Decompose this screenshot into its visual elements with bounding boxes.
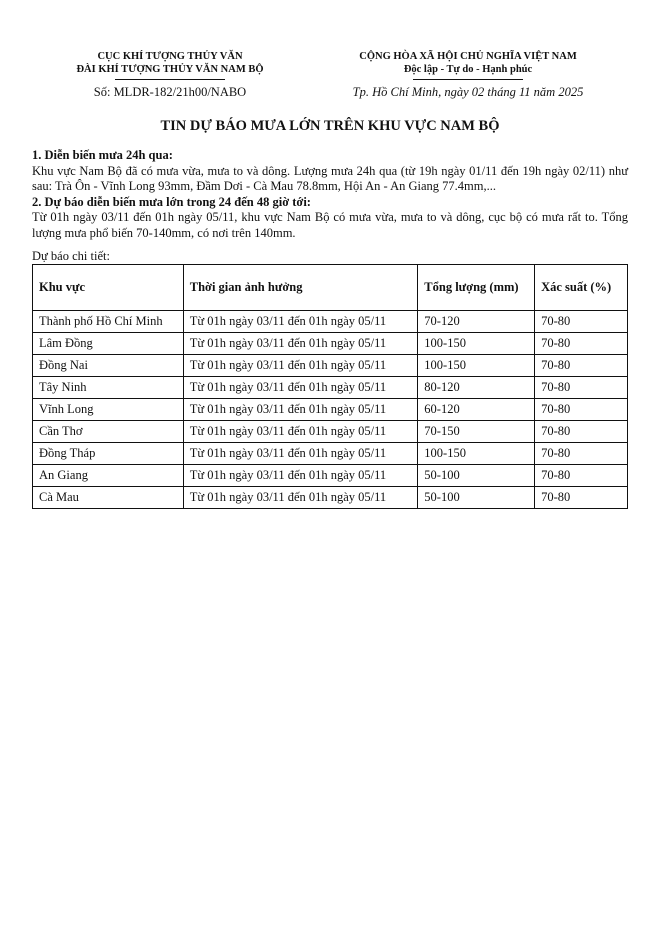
probability-cell: 70-80 bbox=[535, 465, 628, 487]
period-cell: Từ 01h ngày 03/11 đến 01h ngày 05/11 bbox=[183, 311, 418, 333]
motto-underline bbox=[413, 79, 523, 80]
national-header bbox=[318, 50, 618, 80]
document-body bbox=[32, 148, 628, 265]
period-cell: Từ 01h ngày 03/11 đến 01h ngày 05/11 bbox=[183, 399, 418, 421]
rainfall-cell: 60-120 bbox=[418, 399, 535, 421]
document-number: Số: MLDR-182/21h00/NABO bbox=[93, 85, 247, 99]
probability-cell: 70-80 bbox=[535, 421, 628, 443]
national-motto: Độc lập - Tự do - Hạnh phúc bbox=[403, 64, 533, 75]
rainfall-cell: 80-120 bbox=[418, 377, 535, 399]
agency-underline bbox=[115, 79, 225, 80]
rainfall-cell: 100-150 bbox=[418, 333, 535, 355]
region-cell: Cà Mau bbox=[33, 487, 184, 509]
region-cell: Đồng Tháp bbox=[33, 443, 184, 465]
section2-text: Từ 01h ngày 03/11 đến 01h ngày 05/11, khu vực Nam Bộ có mưa vừa, mưa to và dông, cục bộ có mưa rất to. Tổng lượng mưa phổ biến 70-140mm, có nơi trên 140mm. bbox=[32, 210, 628, 240]
region-cell: Đồng Nai bbox=[33, 355, 184, 377]
probability-cell: 70-80 bbox=[535, 355, 628, 377]
table-row bbox=[33, 465, 628, 487]
agency-name-line1: CỤC KHÍ TƯỢNG THỦY VĂN bbox=[97, 51, 243, 62]
probability-cell: 70-80 bbox=[535, 377, 628, 399]
rainfall-cell: 100-150 bbox=[418, 443, 535, 465]
probability-cell: 70-80 bbox=[535, 333, 628, 355]
period-cell: Từ 01h ngày 03/11 đến 01h ngày 05/11 bbox=[183, 443, 418, 465]
probability-cell: 70-80 bbox=[535, 311, 628, 333]
detail-label: Dự báo chi tiết: bbox=[32, 249, 110, 263]
section1-heading: 1. Diễn biến mưa 24h qua: bbox=[32, 148, 173, 162]
period-cell: Từ 01h ngày 03/11 đến 01h ngày 05/11 bbox=[183, 421, 418, 443]
place-and-date: Tp. Hồ Chí Minh, ngày 02 tháng 11 năm 2025 bbox=[352, 85, 584, 99]
table-row bbox=[33, 421, 628, 443]
column-header-period: Thời gian ảnh hưởng bbox=[183, 265, 418, 311]
section1-text: Khu vực Nam Bộ đã có mưa vừa, mưa to và dông. Lượng mưa 24h qua (từ 19h ngày 01/11 đến 19h ngày 02/11) như sau: Trà Ôn - Vĩnh Long 93mm, Đầm Dơi - Cà Mau 78.8mm, Hội An - An Giang 77.4mm,... bbox=[32, 163, 628, 193]
column-header-probability: Xác suất (%) bbox=[535, 265, 628, 311]
region-cell: Tây Ninh bbox=[33, 377, 184, 399]
agency-header bbox=[40, 50, 300, 80]
rainfall-cell: 70-120 bbox=[418, 311, 535, 333]
period-cell: Từ 01h ngày 03/11 đến 01h ngày 05/11 bbox=[183, 355, 418, 377]
period-cell: Từ 01h ngày 03/11 đến 01h ngày 05/11 bbox=[183, 377, 418, 399]
rainfall-cell: 50-100 bbox=[418, 465, 535, 487]
table-row bbox=[33, 355, 628, 377]
region-cell: Vĩnh Long bbox=[33, 399, 184, 421]
table-row bbox=[33, 487, 628, 509]
forecast-table bbox=[32, 264, 628, 509]
table-row bbox=[33, 377, 628, 399]
table-row bbox=[33, 443, 628, 465]
region-cell: Lâm Đồng bbox=[33, 333, 184, 355]
table-row bbox=[33, 333, 628, 355]
document-title: TIN DỰ BÁO MƯA LỚN TRÊN KHU VỰC NAM BỘ bbox=[160, 118, 500, 134]
period-cell: Từ 01h ngày 03/11 đến 01h ngày 05/11 bbox=[183, 487, 418, 509]
table-row bbox=[33, 399, 628, 421]
probability-cell: 70-80 bbox=[535, 399, 628, 421]
period-cell: Từ 01h ngày 03/11 đến 01h ngày 05/11 bbox=[183, 333, 418, 355]
rainfall-cell: 70-150 bbox=[418, 421, 535, 443]
national-name: CỘNG HÒA XÃ HỘI CHỦ NGHĨA VIỆT NAM bbox=[359, 51, 577, 62]
period-cell: Từ 01h ngày 03/11 đến 01h ngày 05/11 bbox=[183, 465, 418, 487]
region-cell: An Giang bbox=[33, 465, 184, 487]
agency-name-line2: ĐÀI KHÍ TƯỢNG THỦY VĂN NAM BỘ bbox=[76, 64, 264, 75]
column-header-region: Khu vực bbox=[33, 265, 184, 311]
section2-heading: 2. Dự báo diễn biến mưa lớn trong 24 đến 48 giờ tới: bbox=[32, 194, 311, 209]
rainfall-cell: 100-150 bbox=[418, 355, 535, 377]
probability-cell: 70-80 bbox=[535, 487, 628, 509]
region-cell: Cần Thơ bbox=[33, 421, 184, 443]
table-row bbox=[33, 311, 628, 333]
table-header-row bbox=[33, 265, 628, 311]
region-cell: Thành phố Hồ Chí Minh bbox=[33, 311, 184, 333]
rainfall-cell: 50-100 bbox=[418, 487, 535, 509]
column-header-total: Tổng lượng (mm) bbox=[418, 265, 535, 311]
probability-cell: 70-80 bbox=[535, 443, 628, 465]
